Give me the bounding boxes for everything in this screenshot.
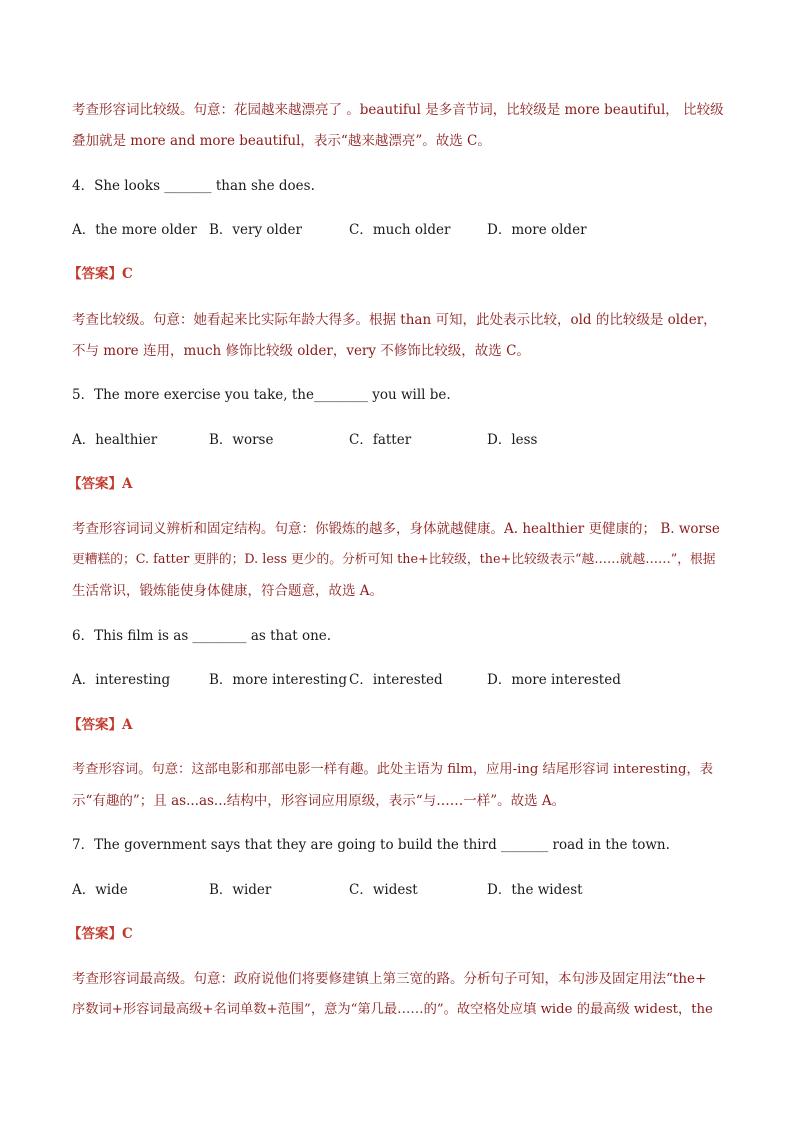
q7-stem: 7．The government says that they are going to build the third _______ road in the town. [72, 837, 670, 853]
q3-explanation-line1: 考查形容词比较级。句意：花园越来越漂亮了 。beautiful 是多音节词，比较级是 more beautiful， 比较级 [72, 102, 724, 118]
q6-option-d: D．more interested [487, 672, 621, 688]
q6-option-b: B．more interesting [209, 672, 347, 688]
q4-option-c: C．much older [349, 222, 451, 238]
q4-option-b: B．very older [209, 222, 302, 238]
q5-option-a: A．healthier [72, 432, 158, 448]
q4-explanation-line2: 不与 more 连用，much 修饰比较级 older，very 不修饰比较级，故选 C。 [72, 343, 530, 359]
q7-option-c: C．widest [349, 882, 418, 898]
q5-option-d: D．less [487, 432, 538, 448]
q4-option-d: D．more older [487, 222, 587, 238]
q7-explanation-line2: 序数词+形容词最高级+名词单数+范围”，意为“第几最……的”。故空格处应填 wide 的最高级 widest，the [72, 1002, 713, 1017]
q4-stem: 4．She looks _______ than she does. [72, 178, 315, 194]
q6-explanation-line2: 示“有趣的”；且 as...as...结构中，形容词应用原级，表示“与……一样”。故选 A。 [72, 793, 566, 809]
q3-explanation-line2: 叠加就是 more and more beautiful，表示“越来越漂亮”。故选 C。 [72, 133, 491, 149]
q5-explanation-line3: 生活常识，锻炼能使身体健康，符合题意，故选 A。 [72, 583, 384, 599]
q5-option-c: C．fatter [349, 432, 412, 448]
q6-option-c: C．interested [349, 672, 443, 688]
q6-answer: 【答案】A [68, 717, 133, 733]
q5-answer: 【答案】A [68, 476, 133, 492]
q5-option-b: B．worse [209, 432, 274, 448]
q7-option-b: B．wider [209, 882, 272, 898]
q6-stem: 6．This film is as ________ as that one. [72, 628, 332, 644]
q5-explanation-line1: 考查形容词词义辨析和固定结构。句意：你锻炼的越多，身体就越健康。A. healthier 更健康的； B. worse [72, 521, 720, 537]
q6-option-a: A．interesting [72, 672, 171, 688]
q5-stem: 5．The more exercise you take, the________ you will be. [72, 387, 451, 403]
q6-explanation-line1: 考查形容词。句意：这部电影和那部电影一样有趣。此处主语为 film，应用-ing 结尾形容词 interesting，表 [72, 762, 713, 777]
q4-answer: 【答案】C [68, 266, 133, 282]
q7-option-a: A．wide [72, 882, 128, 898]
q5-explanation-line2: 更糟糕的；C. fatter 更胖的；D. less 更少的。分析可知 the+比较级，the+比较级表示“越……就越……”，根据 [72, 552, 716, 567]
q4-explanation-line1: 考查比较级。句意：她看起来比实际年龄大得多。根据 than 可知，此处表示比较，old 的比较级是 older， [72, 312, 717, 328]
q7-option-d: D．the widest [487, 882, 583, 898]
q7-answer: 【答案】C [68, 926, 133, 942]
q4-option-a: A．the more older [72, 222, 197, 238]
q7-explanation-line1: 考查形容词最高级。句意：政府说他们将要修建镇上第三宽的路。分析句子可知，本句涉及固定用法“the+ [72, 971, 707, 987]
